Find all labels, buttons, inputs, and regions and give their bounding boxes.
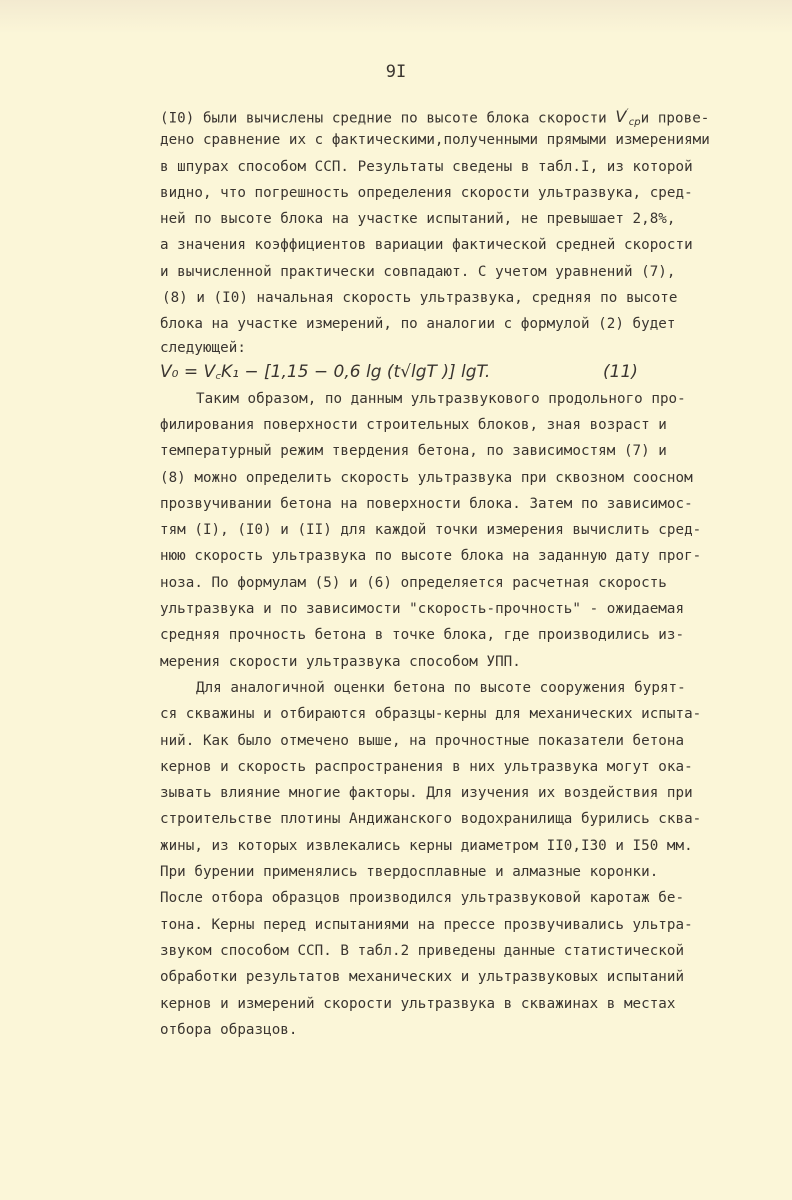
- scan-top-edge: [0, 0, 792, 34]
- text-line: (8) можно определить скорость ультразвука при сквозном соосном: [160, 469, 693, 486]
- text-line: тям (I), (I0) и (II) для каждой точки измерения вычислить сред-: [160, 522, 702, 539]
- text-line: ся скважины и отбираются образцы-керны для механических испыта-: [160, 706, 702, 723]
- text-line: в шпурах способом ССП. Результаты сведены в табл.I, из которой: [160, 158, 693, 175]
- text-line: При бурении применялись твердосплавные и алмазные коронки.: [160, 864, 659, 881]
- text-line: Таким образом, по данным ультразвукового продольного про-: [196, 390, 686, 407]
- text-line: средняя прочность бетона в точке блока, где производились из-: [160, 627, 685, 644]
- text-line: (8) и (I0) начальная скорость ультразвука, средняя по высоте: [162, 290, 678, 307]
- text-line: нюю скорость ультразвука по высоте блока на заданную дату прог-: [160, 548, 702, 565]
- text-line: После отбора образцов производился ультразвуковой каротаж бе-: [160, 890, 685, 907]
- text-line: а значения коэффициентов вариации фактической средней скорости: [160, 237, 693, 254]
- text-line: ней по высоте блока на участке испытаний, не превышает 2,8%,: [160, 211, 676, 228]
- text-line: тона. Керны перед испытаниями на прессе прозвучивались ультра-: [160, 916, 693, 933]
- velocity-symbol: [615, 107, 641, 129]
- text-line: строительстве плотины Андижанского водохранилища бурились сква-: [160, 811, 702, 828]
- text-line: видно, что погрешность определения скорости ультразвука, сред-: [160, 184, 693, 201]
- text-line: Для аналогичной оценки бетона по высоте сооружения бурят-: [196, 679, 686, 696]
- paragraph-3: [160, 675, 700, 1043]
- text-line: кернов и скорость распространения в них ультразвука могут ока-: [160, 758, 693, 775]
- page-number: 9I: [385, 62, 407, 82]
- text-line: и вычисленной практически совпадают. С учетом уравнений (7),: [160, 263, 676, 280]
- text-line: обработки результатов механических и ультразвуковых испытаний: [160, 969, 685, 986]
- text-line: блока на участке измерений, по аналогии с формулой (2) будет: [160, 316, 676, 333]
- text-line: следующей:: [160, 339, 246, 356]
- text-line: отбора образцов.: [160, 1021, 298, 1038]
- text-line: зывать влияние многие факторы. Для изучения их воздействия при: [160, 785, 693, 802]
- body-text: [160, 101, 710, 1043]
- text-line: прозвучивании бетона на поверхности блока. Затем по зависимос-: [160, 495, 693, 512]
- paragraph-2: [160, 386, 700, 675]
- text-span: и прове-: [640, 110, 710, 127]
- paragraph-1: [160, 101, 710, 358]
- text-line: дено сравнение их с фактическими,полученными прямыми измерениями: [160, 132, 710, 149]
- text-span: (I0) были вычислены средние по высоте блока скорости: [160, 110, 616, 127]
- var-prime: ′: [626, 108, 629, 119]
- text-line: кернов и измерений скорости ультразвука в скважинах в местах: [160, 995, 676, 1012]
- text-line: ний. Как было отмечено выше, на прочностные показатели бетона: [160, 732, 685, 749]
- var-v: V: [615, 107, 627, 127]
- formula-expression: V₀ = V꜀K₁ − [1,15 − 0,6 lg (t√lgT )] lgT.: [160, 361, 491, 382]
- text-line: температурный режим твердения бетона, по зависимостям (7) и: [160, 443, 667, 460]
- text-line: мерения скорости ультразвука способом УПП.: [160, 653, 521, 670]
- formula-number: (11): [603, 361, 638, 382]
- formula-11: [160, 358, 700, 386]
- text-line: [160, 101, 710, 129]
- text-line: филирования поверхности строительных блоков, зная возраст и: [160, 416, 667, 433]
- text-line: ультразвука и по зависимости "скорость-прочность" - ожидаемая: [160, 601, 685, 618]
- text-line: звуком способом ССП. В табл.2 приведены данные статистической: [160, 942, 685, 959]
- text-line: жины, из которых извлекались керны диаметром II0,I30 и I50 мм.: [160, 837, 693, 854]
- var-sub: ср: [628, 117, 641, 129]
- text-line: ноза. По формулам (5) и (6) определяется расчетная скорость: [160, 574, 667, 591]
